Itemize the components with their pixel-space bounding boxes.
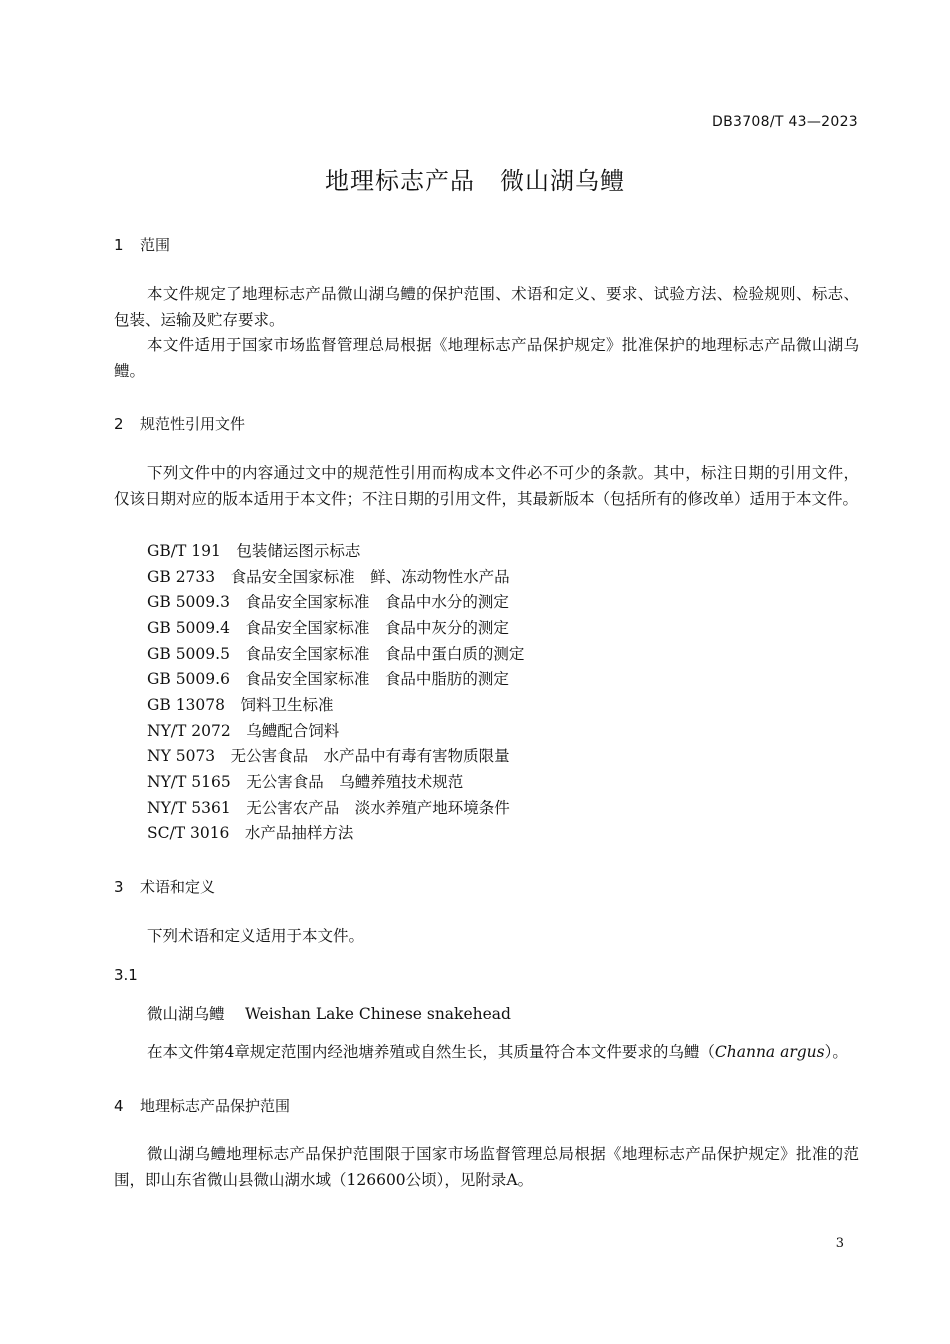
term-heading: [147, 1002, 511, 1024]
section-number: 1: [114, 236, 124, 254]
page-number: 3: [835, 1236, 844, 1251]
term-number: 3.1: [114, 966, 138, 984]
reference-item: NY 5073 无公害食品 水产品中有毒有害物质限量: [147, 747, 510, 765]
section-4-paragraph: 微山湖乌鳢地理标志产品保护范围限于国家市场监督管理总局根据《地理标志产品保护规定》批准的范围，即山东省微山县微山湖水域（126600公顷），见附录A。: [114, 1145, 859, 1189]
section-1-heading: [114, 234, 170, 255]
term-english: Weishan Lake Chinese snakehead: [244, 1005, 511, 1023]
section-2-intro: 下列文件中的内容通过文中的规范性引用而构成本文件必不可少的条款。其中，标注日期的引用文件，仅该日期对应的版本适用于本文件；不注日期的引用文件，其最新版本（包括所有的修改单）适用于本文件。: [114, 464, 859, 508]
section-number: 3: [114, 878, 124, 896]
reference-item: NY/T 2072 乌鳢配合饲料: [147, 722, 340, 740]
reference-item: GB/T 191 包装储运图示标志: [147, 542, 361, 560]
reference-item: GB 5009.5 食品安全国家标准 食品中蛋白质的测定: [147, 645, 525, 663]
term-chinese: 微山湖乌鳢: [147, 1005, 225, 1023]
reference-item: GB 5009.6 食品安全国家标准 食品中脂肪的测定: [147, 670, 509, 688]
section-2-heading: [114, 413, 245, 434]
latin-name: Channa argus: [714, 1043, 825, 1061]
section-number: 2: [114, 415, 124, 433]
section-title: 范围: [140, 236, 171, 254]
reference-item: NY/T 5361 无公害农产品 淡水养殖产地环境条件: [147, 799, 510, 817]
definition-end: ）。: [824, 1043, 848, 1061]
reference-item: NY/T 5165 无公害食品 乌鳢养殖技术规范: [147, 773, 464, 791]
section-title: 规范性引用文件: [140, 415, 246, 433]
section-1-paragraph-1: 本文件规定了地理标志产品微山湖乌鳢的保护范围、术语和定义、要求、试验方法、检验规则、标志、包装、运输及贮存要求。: [114, 285, 859, 329]
section-4-heading: [114, 1095, 290, 1116]
document-title: 地理标志产品 微山湖乌鳢: [325, 167, 625, 195]
term-definition: [147, 1040, 872, 1062]
section-1-paragraph-2: 本文件适用于国家市场监督管理总局根据《地理标志产品保护规定》批准保护的地理标志产品微山湖乌鳢。: [114, 336, 859, 380]
reference-item: GB 13078 饲料卫生标准: [147, 696, 334, 714]
section-3-heading: [114, 876, 215, 897]
document-code: DB3708/T 43—2023: [712, 114, 858, 130]
definition-text: 在本文件第4章规定范围内经池塘养殖或自然生长，其质量符合本文件要求的乌鳢（: [147, 1043, 715, 1061]
section-number: 4: [114, 1097, 124, 1115]
section-title: 地理标志产品保护范围: [140, 1097, 291, 1115]
reference-item: SC/T 3016 水产品抽样方法: [147, 824, 354, 842]
reference-item: GB 5009.4 食品安全国家标准 食品中灰分的测定: [147, 619, 509, 637]
section-3-intro: 下列术语和定义适用于本文件。: [147, 927, 365, 945]
section-title: 术语和定义: [140, 878, 216, 896]
reference-item: GB 2733 食品安全国家标准 鲜、冻动物性水产品: [147, 568, 510, 586]
reference-item: GB 5009.3 食品安全国家标准 食品中水分的测定: [147, 593, 509, 611]
